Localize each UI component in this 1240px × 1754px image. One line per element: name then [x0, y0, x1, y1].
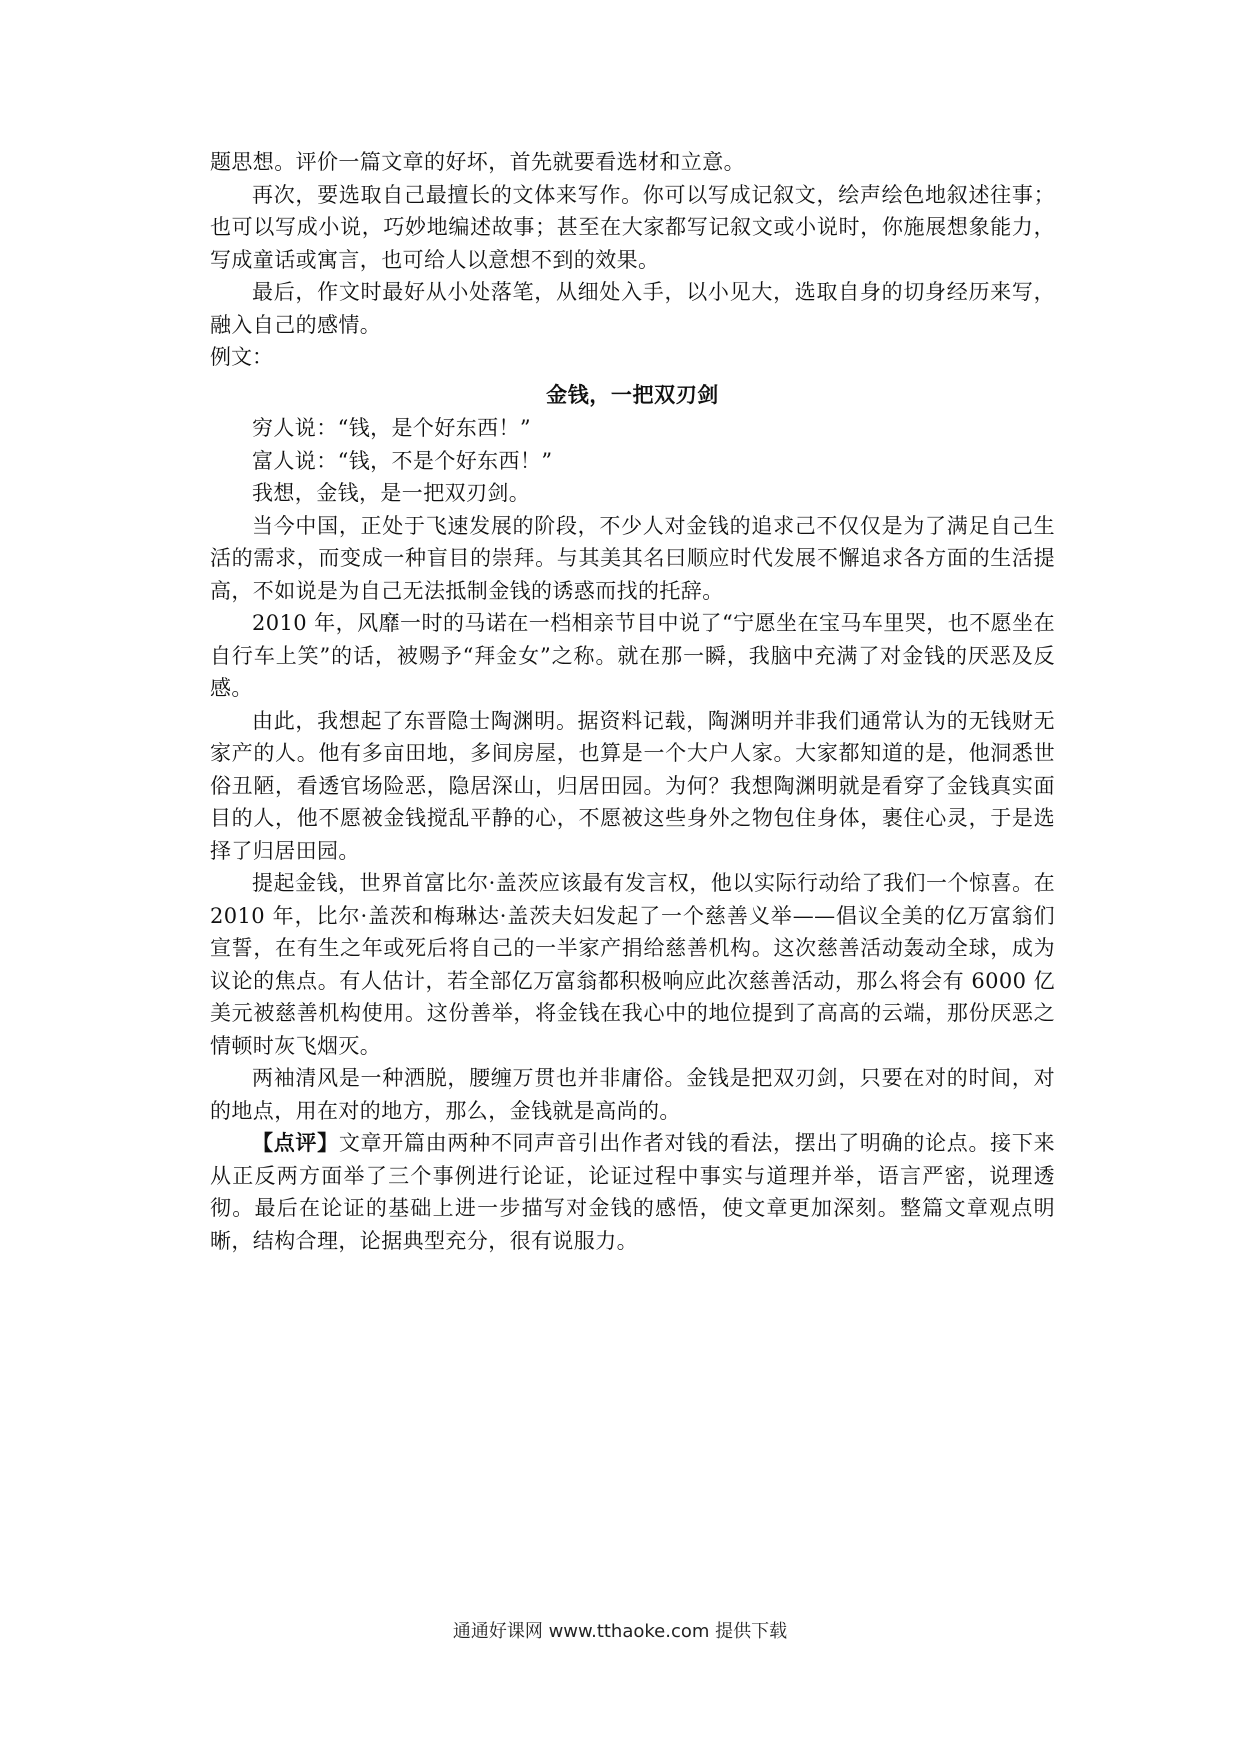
example-label: 例文： [210, 345, 273, 369]
document-body [210, 146, 1055, 1257]
page-footer: 通通好课网 www.tthaoke.com 提供下载 [452, 1621, 788, 1642]
comment-paragraph [210, 1127, 1055, 1257]
essay-paragraph-2: 富人说：“钱，不是个好东西！” [252, 448, 553, 473]
essay-paragraph-3: 我想，金钱，是一把双刃剑。 [252, 481, 531, 505]
essay-paragraph-7: 提起金钱，世界首富比尔·盖茨应该最有发言权，他以实际行动给了我们一个惊喜。在 2010 年，比尔·盖茨和梅琳达·盖茨夫妇发起了一个慈善义举——倡议全美的亿万富翁们宣誓，在有生之年或死后将自己的一半家产捐给慈善机构。这次慈善活动轰动全球，成为议论的焦点。有人估计，若全部亿万富翁都积极响应此次慈善活动，那么将会有 6000 亿美元被慈善机构使用。这份善举，将金钱在我心中的地位提到了高高的云端，那份厌恶之情顿时灰飞烟灭。 [210, 871, 1055, 1058]
comment-tag: 【点评】 [252, 1130, 339, 1155]
intro-paragraph-3: 最后，作文时最好从小处落笔，从细处入手，以小见大，选取自身的切身经历来写，融入自己的感情。 [210, 280, 1055, 337]
intro-paragraph-1: 题思想。评价一篇文章的好坏，首先就要看选材和立意。 [210, 150, 745, 174]
essay-paragraph-5: 2010 年，风靡一时的马诺在一档相亲节目中说了“宁愿坐在宝马车里哭，也不愿坐在自行车上笑”的话，被赐予“拜金女”之称。就在那一瞬，我脑中充满了对金钱的厌恶及反感。 [210, 611, 1055, 700]
essay-paragraph-4: 当今中国，正处于飞速发展的阶段，不少人对金钱的追求己不仅仅是为了满足自己生活的需求，而变成一种盲目的崇拜。与其美其名曰顺应时代发展不懈追求各方面的生活提高，不如说是为自己无法抵制金钱的诱惑而找的托辞。 [210, 513, 1055, 603]
essay-paragraph-8: 两袖清风是一种洒脱，腰缠万贯也并非庸俗。金钱是把双刃剑，只要在对的时间，对的地点，用在对的地方，那么，金钱就是高尚的。 [210, 1066, 1055, 1123]
intro-paragraph-2: 再次，要选取自己最擅长的文体来写作。你可以写成记叙文，绘声绘色地叙述往事；也可以写成小说，巧妙地编述故事；甚至在大家都写记叙文或小说时，你施展想象能力，写成童话或寓言，也可给人以意想不到的效果。 [210, 182, 1055, 272]
essay-title: 金钱，一把双刃剑 [546, 382, 719, 407]
comment-text: 文章开篇由两种不同声音引出作者对钱的看法，摆出了明确的论点。接下来从正反两方面举了三个事例进行论证，论证过程中事实与道理并举，语言严密，说理透彻。最后在论证的基础上进一步描写对金钱的感悟，使文章更加深刻。整篇文章观点明晰，结构合理，论据典型充分，很有说服力。 [210, 1131, 1055, 1253]
essay-paragraph-1: 穷人说：“钱，是个好东西！” [252, 416, 532, 440]
essay-paragraph-6: 由此，我想起了东晋隐士陶渊明。据资料记载，陶渊明并非我们通常认为的无钱财无家产的人。他有多亩田地，多间房屋，也算是一个大户人家。大家都知道的是，他洞悉世俗丑陋，看透官场险恶，隐居深山，归居田园。为何？我想陶渊明就是看穿了金钱真实面目的人，他不愿被金钱搅乱平静的心，不愿被这些身外之物包住身体，裹住心灵，于是选择了归居田园。 [210, 708, 1055, 863]
